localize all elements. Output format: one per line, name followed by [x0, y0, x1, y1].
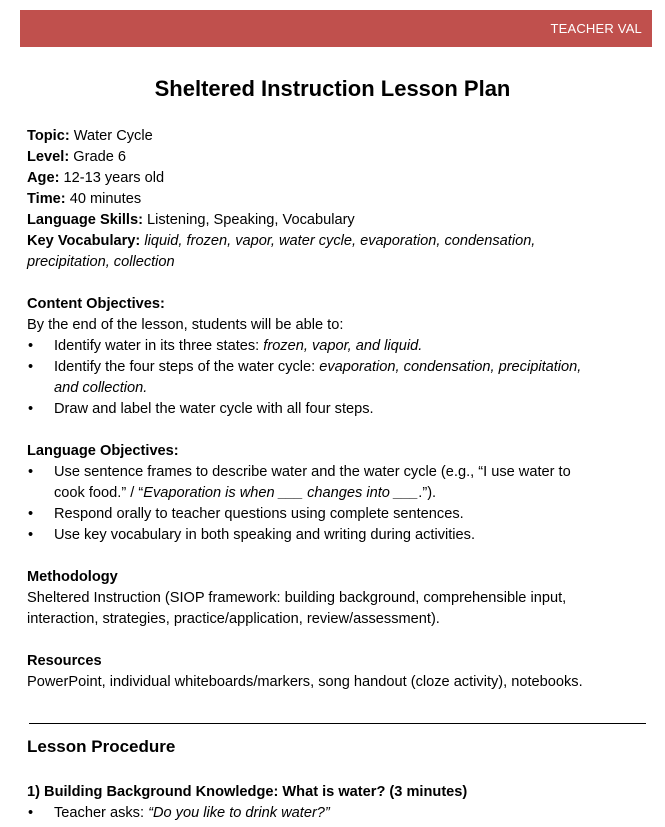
step-heading: 1) Building Background Knowledge: What is water? (3 minutes) — [27, 784, 468, 800]
list-item — [27, 803, 642, 824]
list-item-continuation — [27, 483, 642, 504]
methodology-text-continuation: interaction, strategies, practice/application, review/assessment). — [27, 611, 440, 627]
sentence-frame: Evaporation is when ___ changes into ___ — [143, 485, 419, 501]
list-item-continuation: and collection. — [54, 380, 148, 396]
list-item-italic: frozen, vapor, and liquid. — [263, 338, 423, 354]
level-label: Level: — [27, 149, 70, 165]
header-banner — [20, 10, 652, 47]
language-skills-value: Listening, Speaking, Vocabulary — [147, 212, 355, 228]
age-value: 12-13 years old — [63, 170, 165, 186]
topic-label: Topic: — [27, 128, 70, 144]
topic-value: Water Cycle — [73, 128, 153, 144]
time-value: 40 minutes — [69, 191, 142, 207]
teacher-name: TEACHER VAL — [550, 21, 642, 36]
list-item — [27, 462, 642, 483]
time-line — [27, 189, 642, 210]
key-vocabulary-label: Key Vocabulary: — [27, 233, 141, 249]
list-item-text: cook food.” / “ — [54, 485, 144, 501]
list-item — [27, 504, 642, 525]
bullet-icon: • — [28, 359, 34, 375]
bullet-icon: • — [28, 338, 34, 354]
language-objectives-heading: Language Objectives: — [27, 443, 179, 459]
lesson-procedure-heading: Lesson Procedure — [27, 737, 176, 756]
level-value: Grade 6 — [73, 149, 126, 165]
list-item-italic: evaporation, condensation, precipitation, — [319, 359, 582, 375]
lesson-procedure-content — [27, 782, 642, 824]
list-item — [27, 336, 642, 357]
bullet-icon: • — [28, 464, 34, 480]
lesson-content — [27, 126, 642, 693]
list-item-text: Draw and label the water cycle with all four steps. — [54, 401, 374, 417]
language-skills-label: Language Skills: — [27, 212, 143, 228]
page-title: Sheltered Instruction Lesson Plan — [154, 76, 511, 101]
list-item — [27, 399, 642, 420]
bullet-icon: • — [28, 527, 34, 543]
time-label: Time: — [27, 191, 66, 207]
key-vocabulary-continuation: precipitation, collection — [27, 254, 175, 270]
list-item-text: Use sentence frames to describe water and the water cycle (e.g., “I use water to — [54, 464, 571, 480]
resources-text: PowerPoint, individual whiteboards/markers, song handout (cloze activity), notebooks. — [27, 674, 583, 690]
section-divider — [29, 723, 646, 724]
bullet-icon: • — [28, 805, 34, 821]
teacher-question: “Do you like to drink water?” — [148, 805, 330, 821]
age-label: Age: — [27, 170, 60, 186]
list-item — [27, 525, 642, 546]
level-line — [27, 147, 642, 168]
list-item-text: Identify water in its three states: — [54, 338, 264, 354]
list-item — [27, 357, 642, 378]
resources-heading: Resources — [27, 653, 102, 669]
language-skills-line — [27, 210, 642, 231]
bullet-icon: • — [28, 506, 34, 522]
age-line — [27, 168, 642, 189]
content-objectives-heading: Content Objectives: — [27, 296, 165, 312]
key-vocabulary-line — [27, 231, 642, 252]
list-item-text: Respond orally to teacher questions using complete sentences. — [54, 506, 464, 522]
bullet-icon: • — [28, 401, 34, 417]
key-vocabulary-value: liquid, frozen, vapor, water cycle, evaporation, condensation, — [144, 233, 536, 249]
list-item-text: Use key vocabulary in both speaking and writing during activities. — [54, 527, 476, 543]
content-objectives-intro: By the end of the lesson, students will be able to: — [27, 317, 344, 333]
topic-line — [27, 126, 642, 147]
list-item-text: Identify the four steps of the water cycle: — [54, 359, 320, 375]
list-item-text: .”). — [418, 485, 437, 501]
methodology-heading: Methodology — [27, 569, 118, 585]
methodology-text: Sheltered Instruction (SIOP framework: building background, comprehensible input, — [27, 590, 567, 606]
list-item-text: Teacher asks: — [54, 805, 149, 821]
